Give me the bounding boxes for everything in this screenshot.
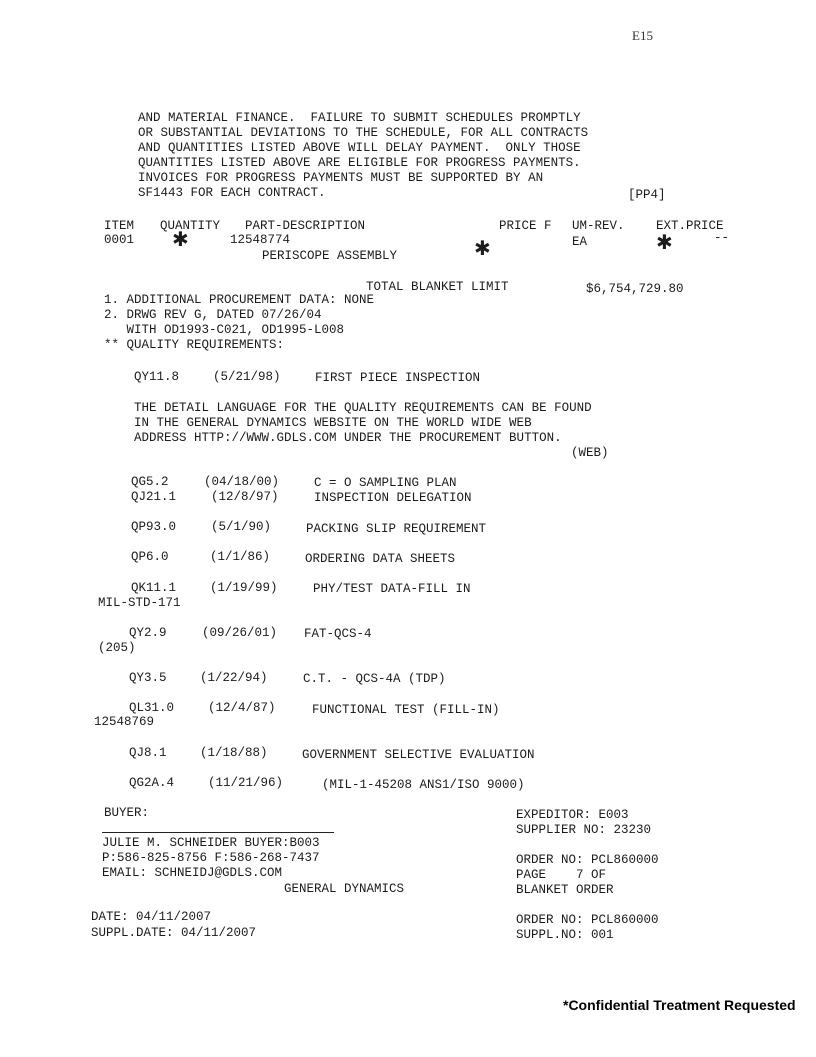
signature-line — [102, 832, 334, 833]
intro-line: QUANTITIES LISTED ABOVE ARE ELIGIBLE FOR PROGRESS PAYMENTS. — [138, 156, 581, 170]
requirement-date: (5/21/98) — [213, 370, 281, 384]
total-value: $6,754,729.80 — [586, 282, 684, 296]
requirement-description: C.T. - QCS-4A (TDP) — [303, 672, 446, 686]
redaction-mark: ✱ — [172, 227, 189, 251]
requirement-date: (12/4/87) — [208, 701, 276, 715]
requirement-description: FUNCTIONAL TEST (FILL-IN) — [312, 703, 500, 717]
note-line: WITH OD1993-C021, OD1995-L008 — [104, 323, 345, 337]
redaction-mark: ✱ — [656, 230, 673, 254]
header-price: PRICE F — [499, 219, 552, 233]
header-ext-price: EXT.PRICE — [656, 219, 724, 233]
order-number: ORDER NO: PCL860000 — [516, 913, 659, 927]
header-quantity: QUANTITY — [160, 219, 221, 233]
requirement-date: (5/1/90) — [211, 520, 272, 534]
detail-line: ADDRESS HTTP://WWW.GDLS.COM UNDER THE PROCUREMENT BUTTON. — [134, 431, 562, 445]
detail-tag: (WEB) — [571, 446, 609, 460]
requirement-description: ORDERING DATA SHEETS — [305, 552, 456, 566]
intro-line: INVOICES FOR PROGRESS PAYMENTS MUST BE SUPPORTED BY AN — [138, 171, 544, 185]
intro-line: AND MATERIAL FINANCE. FAILURE TO SUBMIT SCHEDULES PROMPTLY — [138, 111, 581, 125]
requirement-code: QY2.9 — [129, 626, 167, 640]
requirement-code: QP93.0 — [131, 520, 177, 534]
requirement-code: QG5.2 — [131, 475, 169, 489]
requirement-description: PACKING SLIP REQUIREMENT — [306, 522, 487, 536]
supplement-number: SUPPL.NO: 001 — [516, 928, 614, 942]
note-line: 1. ADDITIONAL PROCUREMENT DATA: NONE — [104, 293, 375, 307]
item-number: 0001 — [104, 233, 135, 247]
expeditor: EXPEDITOR: E003 — [516, 808, 629, 822]
requirement-description: (MIL-1-45208 ANS1/ISO 9000) — [322, 778, 525, 792]
buyer-email: EMAIL: SCHNEIDJ@GDLS.COM — [102, 866, 283, 880]
note-line: 2. DRWG REV G, DATED 07/26/04 — [104, 308, 322, 322]
requirement-date: (1/19/99) — [210, 581, 278, 595]
requirement-date: (04/18/00) — [204, 475, 280, 489]
requirement-extra: 12548769 — [94, 715, 155, 729]
requirement-description: FAT-QCS-4 — [304, 627, 372, 641]
order-date: DATE: 04/11/2007 — [91, 910, 212, 924]
total-label: TOTAL BLANKET LIMIT — [366, 280, 509, 294]
requirement-code: QK11.1 — [131, 581, 177, 595]
buyer-label: BUYER: — [104, 806, 150, 820]
requirement-extra: (205) — [98, 641, 136, 655]
requirement-code: QG2A.4 — [129, 776, 175, 790]
requirement-date: (12/8/97) — [211, 490, 279, 504]
note-line: ** QUALITY REQUIREMENTS: — [104, 338, 285, 352]
intro-line: OR SUBSTANTIAL DEVIATIONS TO THE SCHEDULE, FOR ALL CONTRACTS — [138, 126, 589, 140]
order-type: BLANKET ORDER — [516, 883, 614, 897]
company-name: GENERAL DYNAMICS — [284, 882, 405, 896]
requirement-date: (09/26/01) — [202, 626, 278, 640]
requirement-code: QJ21.1 — [131, 490, 177, 504]
redaction-mark: ✱ — [474, 236, 491, 260]
part-number: 12548774 — [230, 233, 291, 247]
requirement-description: C = O SAMPLING PLAN — [314, 476, 457, 490]
unit-of-measure: EA — [572, 235, 588, 249]
intro-tag: [PP4] — [628, 188, 666, 202]
requirement-date: (1/22/94) — [200, 671, 268, 685]
requirement-description: INSPECTION DELEGATION — [314, 491, 472, 505]
item-description: PERISCOPE ASSEMBLY — [262, 249, 398, 263]
page-id: E15 — [632, 28, 653, 43]
page-number: PAGE 7 OF — [516, 868, 607, 882]
requirement-date: (1/1/86) — [210, 550, 271, 564]
header-part-description: PART-DESCRIPTION — [245, 219, 366, 233]
intro-line: SF1443 FOR EACH CONTRACT. — [138, 186, 326, 200]
detail-line: IN THE GENERAL DYNAMICS WEBSITE ON THE WORLD WIDE WEB — [134, 416, 532, 430]
supplier-number: SUPPLIER NO: 23230 — [516, 823, 652, 837]
requirement-code: QL31.0 — [129, 701, 175, 715]
requirement-description: FIRST PIECE INSPECTION — [315, 371, 481, 385]
supplement-date: SUPPL.DATE: 04/11/2007 — [91, 926, 257, 940]
buyer-name: JULIE M. SCHNEIDER BUYER:B003 — [102, 836, 320, 850]
header-item: ITEM — [104, 219, 135, 233]
ext-dash: -- — [714, 231, 730, 245]
requirement-code: QP6.0 — [131, 550, 169, 564]
requirement-code: QJ8.1 — [129, 746, 167, 760]
requirement-date: (1/18/88) — [200, 746, 268, 760]
confidential-notice: *Confidential Treatment Requested — [563, 997, 796, 1013]
requirement-extra: MIL-STD-171 — [98, 596, 181, 610]
header-um-rev: UM-REV. — [572, 219, 625, 233]
intro-line: AND QUANTITIES LISTED ABOVE WILL DELAY PAYMENT. ONLY THOSE — [138, 141, 581, 155]
requirement-code: QY3.5 — [129, 671, 167, 685]
requirement-description: PHY/TEST DATA-FILL IN — [313, 582, 471, 596]
requirement-code: QY11.8 — [134, 370, 180, 384]
buyer-phones: P:586-825-8756 F:586-268-7437 — [102, 851, 320, 865]
requirement-description: GOVERNMENT SELECTIVE EVALUATION — [302, 748, 535, 762]
detail-line: THE DETAIL LANGUAGE FOR THE QUALITY REQUIREMENTS CAN BE FOUND — [134, 401, 592, 415]
order-number: ORDER NO: PCL860000 — [516, 853, 659, 867]
requirement-date: (11/21/96) — [208, 776, 284, 790]
